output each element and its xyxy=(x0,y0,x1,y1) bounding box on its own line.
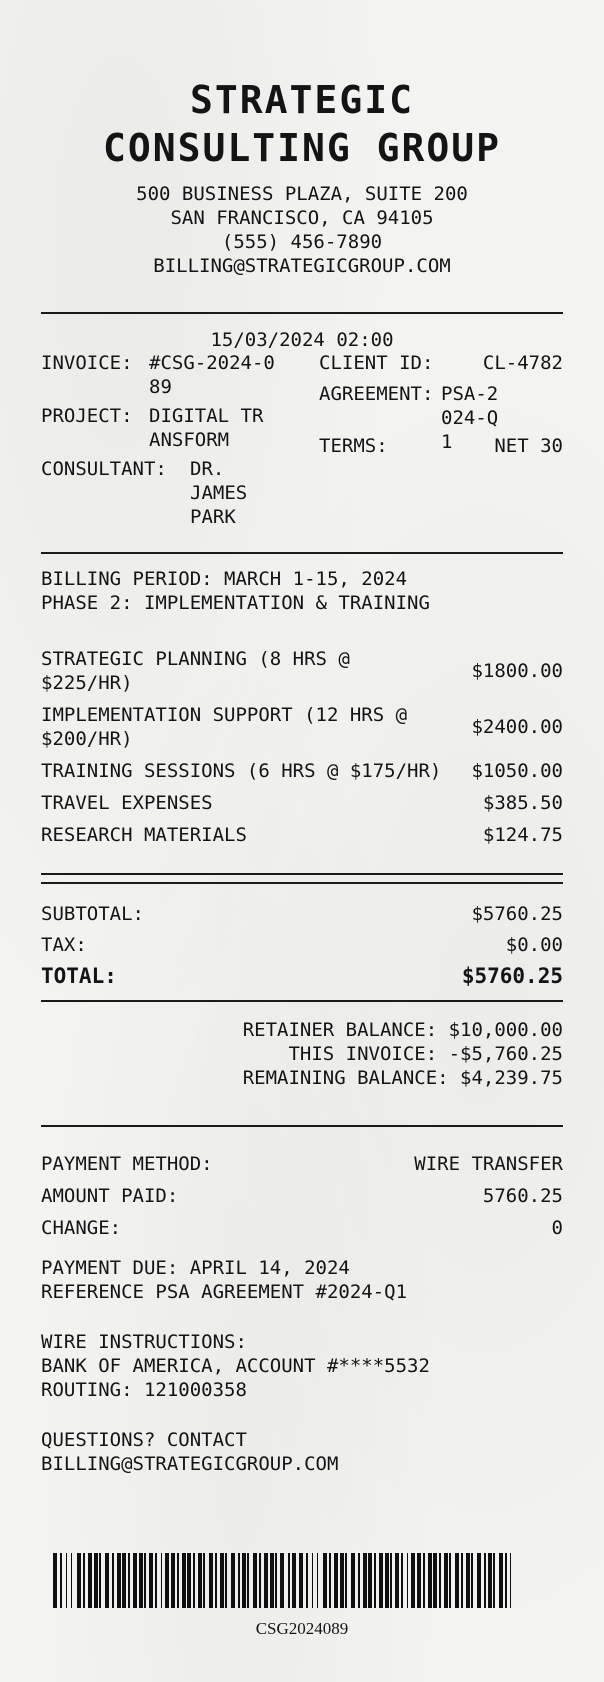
barcode-bar xyxy=(385,1553,389,1608)
agreement-value: PSA-2024-Q1 xyxy=(441,383,499,453)
line-item-amount: $385.50 xyxy=(482,792,563,814)
barcode-bar xyxy=(505,1553,507,1608)
terms-label: TERMS: xyxy=(319,435,388,457)
project-value: DIGITAL TRANSFORM xyxy=(149,405,264,451)
invoice-datetime: 15/03/2024 02:00 xyxy=(210,329,394,351)
questions-contact xyxy=(41,1428,563,1476)
barcode-bar xyxy=(466,1553,470,1608)
barcode-bar xyxy=(182,1553,186,1608)
barcode-bar xyxy=(345,1553,347,1608)
barcode-bar xyxy=(209,1553,213,1608)
barcode-bar xyxy=(165,1553,169,1608)
barcode-bar xyxy=(220,1553,224,1608)
line-item-description: IMPLEMENTATION SUPPORT (12 HRS @ $200/HR) xyxy=(41,704,408,750)
barcode-bar xyxy=(417,1553,421,1608)
barcode-bar xyxy=(499,1553,503,1608)
barcode-bar xyxy=(471,1553,473,1608)
invoice-number-label: INVOICE: xyxy=(41,352,133,374)
invoice-number-value: #CSG-2024-089 xyxy=(149,352,275,398)
barcode-bar xyxy=(60,1553,62,1608)
barcode-bar xyxy=(374,1553,376,1608)
barcode-bar xyxy=(493,1553,495,1608)
total-label: TOTAL: xyxy=(41,964,117,988)
barcode-bar xyxy=(77,1553,81,1608)
totals xyxy=(41,902,563,990)
total-value: $5760.25 xyxy=(461,964,563,988)
barcode-bar xyxy=(270,1553,274,1608)
barcode-bar xyxy=(161,1553,162,1608)
client-id-label: CLIENT ID: xyxy=(319,352,434,374)
barcode-bar xyxy=(117,1553,121,1608)
barcode-bar xyxy=(88,1553,92,1608)
barcode-bar xyxy=(334,1553,338,1608)
barcode-bar xyxy=(329,1553,331,1608)
barcode-bar xyxy=(155,1553,157,1608)
barcode-bar xyxy=(187,1553,191,1608)
barcode-bar xyxy=(177,1553,179,1608)
receipt xyxy=(41,0,563,1476)
change-row xyxy=(41,1216,563,1240)
barcode-bar xyxy=(259,1553,261,1608)
address-line1: 500 BUSINESS PLAZA, SUITE 200 xyxy=(136,183,468,205)
barcode-bar xyxy=(488,1553,492,1608)
tax-row xyxy=(41,933,563,957)
line-item xyxy=(41,759,563,783)
line-items xyxy=(41,647,563,847)
barcode-bar xyxy=(225,1553,227,1608)
company-address xyxy=(41,182,563,278)
barcode-bar xyxy=(94,1553,98,1608)
barcode-bar xyxy=(139,1553,143,1608)
barcode-bar xyxy=(455,1553,459,1608)
client-id-value: CL-4782 xyxy=(482,352,563,374)
barcode-bar xyxy=(122,1553,126,1608)
barcode-bar xyxy=(477,1553,481,1608)
line-item-amount: $2400.00 xyxy=(471,716,563,738)
line-item-description: STRATEGIC PLANNING (8 HRS @ $225/HR) xyxy=(41,648,350,694)
barcode-bar xyxy=(351,1553,355,1608)
line-item-amount: $124.75 xyxy=(482,824,563,846)
barcode-bar xyxy=(288,1553,290,1608)
line-item-description: TRAINING SESSIONS (6 HRS @ $175/HR) xyxy=(41,760,442,782)
barcode-bar xyxy=(363,1553,367,1608)
barcode-bar xyxy=(215,1553,217,1608)
amount-paid-value: 5760.25 xyxy=(482,1185,563,1207)
subtotal-row xyxy=(41,902,563,926)
wire-instructions xyxy=(41,1330,563,1402)
line-item-description: RESEARCH MATERIALS xyxy=(41,824,247,846)
consultant-label: CONSULTANT: xyxy=(41,458,167,480)
barcode-bar xyxy=(449,1553,451,1608)
divider xyxy=(41,1125,563,1127)
barcode-bar xyxy=(317,1553,318,1608)
barcode-bar xyxy=(105,1553,109,1608)
barcode-bar xyxy=(428,1553,432,1608)
project-label: PROJECT: xyxy=(41,405,133,427)
barcode-number: CSG2024089 xyxy=(255,1619,349,1638)
change-label: CHANGE: xyxy=(41,1217,122,1239)
line-item xyxy=(41,703,563,751)
barcode-bar xyxy=(71,1553,72,1608)
total-row xyxy=(41,962,563,990)
subtotal-label: SUBTOTAL: xyxy=(41,903,144,925)
barcode-bar xyxy=(444,1553,448,1608)
barcode-bar xyxy=(299,1553,303,1608)
questions-label: QUESTIONS? CONTACT xyxy=(41,1429,247,1451)
company-name-line2: CONSULTING GROUP xyxy=(102,126,502,170)
billing-phase: PHASE 2: IMPLEMENTATION & TRAINING xyxy=(41,592,430,614)
barcode-bar xyxy=(358,1553,360,1608)
line-item-amount: $1800.00 xyxy=(471,660,563,682)
company-name xyxy=(41,76,563,172)
payment-method-value: WIRE TRANSFER xyxy=(414,1153,563,1175)
barcode-bar xyxy=(411,1553,415,1608)
barcode-bar xyxy=(390,1553,392,1608)
barcode-bar xyxy=(292,1553,296,1608)
barcode-bar xyxy=(323,1553,327,1608)
barcode-bar xyxy=(275,1553,277,1608)
barcode-bar xyxy=(407,1553,408,1608)
payment-due-block xyxy=(41,1256,563,1304)
barcode-bar xyxy=(133,1553,137,1608)
barcode-bar xyxy=(53,1553,57,1608)
double-divider-top xyxy=(41,873,563,875)
agreement-reference: REFERENCE PSA AGREEMENT #2024-Q1 xyxy=(41,1281,408,1303)
payment-details xyxy=(41,1152,563,1240)
subtotal-value: $5760.25 xyxy=(471,903,563,925)
barcode-bar xyxy=(264,1553,268,1608)
wire-bank-account: BANK OF AMERICA, ACCOUNT #****5532 xyxy=(41,1355,430,1377)
barcode-bar xyxy=(128,1553,130,1608)
barcode-bar xyxy=(193,1553,195,1608)
consultant-value: DR. JAMES PARK xyxy=(190,458,248,528)
barcode-bar xyxy=(306,1553,308,1608)
payment-due: PAYMENT DUE: APRIL 14, 2024 xyxy=(41,1257,350,1279)
address-line2: SAN FRANCISCO, CA 94105 xyxy=(170,207,434,229)
line-item-amount: $1050.00 xyxy=(471,760,563,782)
barcode-bar xyxy=(461,1553,463,1608)
barcode-bar xyxy=(99,1553,101,1608)
agreement-label: AGREEMENT: xyxy=(319,383,434,405)
payment-method-row xyxy=(41,1152,563,1176)
tax-label: TAX: xyxy=(41,934,87,956)
barcode-bar xyxy=(401,1553,403,1608)
barcode-bar xyxy=(280,1553,284,1608)
divider xyxy=(41,1000,563,1002)
terms-value: NET 30 xyxy=(494,435,563,457)
billing-email: BILLING@STRATEGICGROUP.COM xyxy=(153,255,451,277)
barcode-bar xyxy=(238,1553,240,1608)
barcode-bar xyxy=(368,1553,372,1608)
barcode-bar xyxy=(66,1553,67,1608)
barcode-bar xyxy=(423,1553,425,1608)
amount-paid-label: AMOUNT PAID: xyxy=(41,1185,179,1207)
barcode-bar xyxy=(198,1553,202,1608)
barcode-bar xyxy=(484,1553,486,1608)
barcode-bar xyxy=(395,1553,399,1608)
barcode-bar xyxy=(433,1553,437,1608)
retainer-balance: RETAINER BALANCE: $10,000.00 xyxy=(242,1019,563,1041)
barcode-bar xyxy=(242,1553,246,1608)
barcode-bar xyxy=(171,1553,175,1608)
barcode-bar xyxy=(144,1553,146,1608)
barcode-bar xyxy=(83,1553,85,1608)
barcode-bar xyxy=(203,1553,205,1608)
retainer-summary xyxy=(41,1018,563,1090)
phone-number: (555) 456-7890 xyxy=(221,231,383,253)
remaining-balance: REMAINING BALANCE: $4,239.75 xyxy=(242,1067,563,1089)
invoice-meta xyxy=(41,314,563,538)
barcode-bar xyxy=(231,1553,235,1608)
wire-instructions-title: WIRE INSTRUCTIONS: xyxy=(41,1331,247,1353)
barcode-bar xyxy=(253,1553,257,1608)
this-invoice: THIS INVOICE: -$5,760.25 xyxy=(288,1043,563,1065)
tax-value: $0.00 xyxy=(505,934,563,956)
barcode-bar xyxy=(112,1553,114,1608)
barcode xyxy=(53,1553,511,1608)
barcode-bar xyxy=(312,1553,313,1608)
divider xyxy=(41,552,563,554)
routing-number: ROUTING: 121000358 xyxy=(41,1379,247,1401)
line-item xyxy=(41,791,563,815)
line-item xyxy=(41,823,563,847)
barcode-bar xyxy=(340,1553,344,1608)
amount-paid-row xyxy=(41,1184,563,1208)
line-item xyxy=(41,647,563,695)
barcode-bar xyxy=(439,1553,441,1608)
line-item-description: TRAVEL EXPENSES xyxy=(41,792,213,814)
payment-method-label: PAYMENT METHOD: xyxy=(41,1153,213,1175)
barcode-bar xyxy=(149,1553,153,1608)
contact-email: BILLING@STRATEGICGROUP.COM xyxy=(41,1453,339,1475)
double-divider-bottom xyxy=(41,882,563,884)
barcode-bar xyxy=(379,1553,383,1608)
billing-period: BILLING PERIOD: MARCH 1-15, 2024 xyxy=(41,568,408,590)
change-value: 0 xyxy=(551,1217,563,1239)
barcode-bar xyxy=(247,1553,249,1608)
barcode-bar xyxy=(510,1553,511,1608)
company-name-line1: STRATEGIC xyxy=(190,78,414,122)
